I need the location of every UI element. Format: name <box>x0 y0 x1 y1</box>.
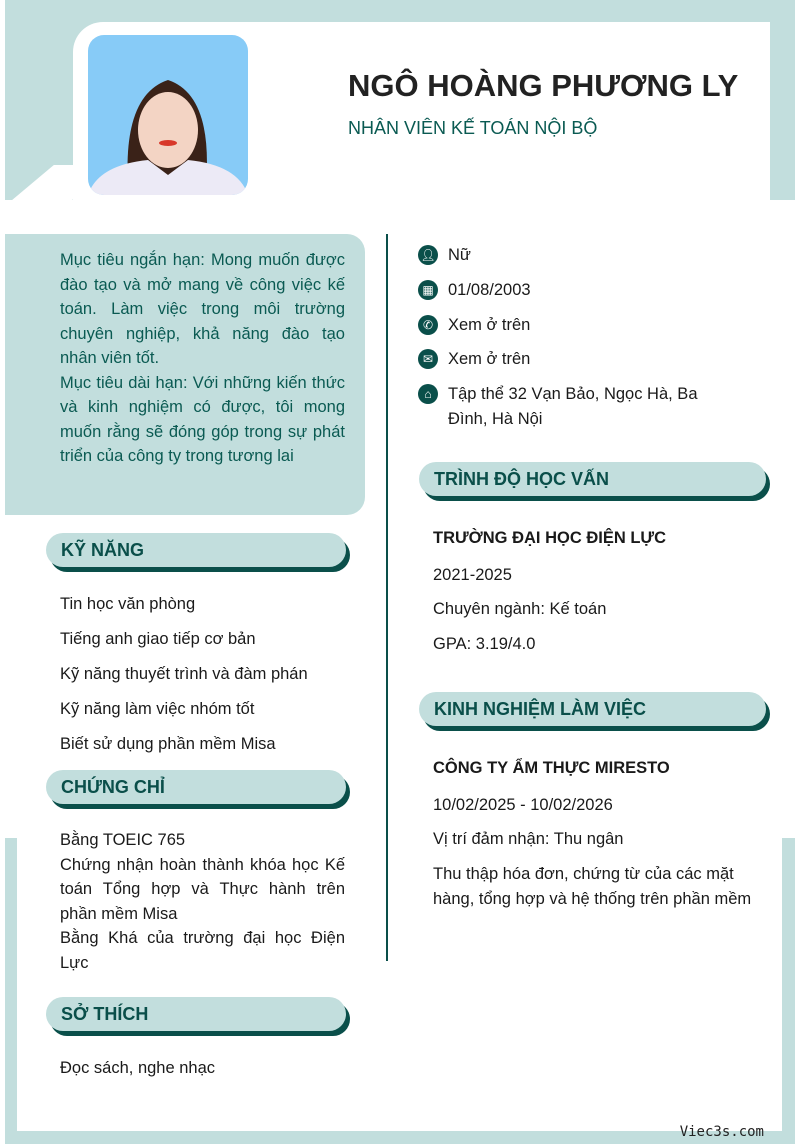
certs-list <box>60 828 345 975</box>
calendar-icon: ▦ <box>418 280 438 300</box>
home-icon: ⌂ <box>418 384 438 404</box>
skill-item: Kỹ năng thuyết trình và đàm phán <box>60 665 308 683</box>
dob-value: 01/08/2003 <box>448 281 531 299</box>
email-value: Xem ở trên <box>448 350 531 368</box>
education-major: Chuyên ngành: Kế toán <box>433 600 607 618</box>
candidate-name: NGÔ HOÀNG PHƯƠNG LY <box>348 68 739 103</box>
education-gpa: GPA: 3.19/4.0 <box>433 635 536 653</box>
user-icon: 👤︎ <box>418 245 438 265</box>
skills-list <box>60 592 308 757</box>
school-name: TRƯỜNG ĐẠI HỌC ĐIỆN LỰC <box>433 529 667 547</box>
gender-value: Nữ <box>448 246 471 264</box>
skill-item: Tiếng anh giao tiếp cơ bản <box>60 630 256 648</box>
profile-photo <box>88 35 248 195</box>
info-gender <box>418 243 471 268</box>
certs-heading: CHỨNG CHỈ <box>46 770 346 804</box>
info-dob <box>418 278 531 303</box>
experience-period: 10/02/2025 - 10/02/2026 <box>433 796 613 814</box>
objective-short: Mục tiêu ngắn hạn: Mong muốn được đào tạo và mở mang về công việc kế toán. Làm việc trong môi trường chuyên nghiệp, khả năng đào tạo nhân viên tốt. <box>60 251 345 367</box>
watermark: Viec3s.com <box>679 1124 764 1140</box>
hobbies-heading: SỞ THÍCH <box>46 997 346 1031</box>
phone-value: Xem ở trên <box>448 316 531 334</box>
cert-item: Bằng Khá của trường đại học Điện Lực <box>60 929 345 972</box>
company-name: CÔNG TY ẨM THỰC MIRESTO <box>433 759 670 777</box>
education-years: 2021-2025 <box>433 566 512 584</box>
objective-long: Mục tiêu dài hạn: Với những kiến thức và kinh nghiệm có được, tôi mong muốn rằng sẽ đóng góp trong sự phát triển của công ty trong tương lai <box>60 373 345 465</box>
career-objective <box>5 234 365 515</box>
hobbies-text: Đọc sách, nghe nhạc <box>60 1059 216 1077</box>
skills-heading: KỸ NĂNG <box>46 533 346 567</box>
address-value: Tập thể 32 Vạn Bảo, Ngọc Hà, Ba Đình, Hà Nội <box>448 385 698 428</box>
cert-item: Bằng TOEIC 765 <box>60 831 186 849</box>
experience-heading: KINH NGHIỆM LÀM VIỆC <box>419 692 766 726</box>
info-phone <box>418 313 530 338</box>
skill-item: Tin học văn phòng <box>60 595 196 613</box>
info-email <box>418 347 530 372</box>
column-divider <box>386 234 388 961</box>
experience-description: Thu thập hóa đơn, chứng từ của các mặt hàng, tổng hợp và hệ thống trên phần mềm <box>433 865 752 908</box>
skill-item: Biết sử dụng phần mềm Misa <box>60 735 276 753</box>
phone-icon: ✆ <box>418 315 438 335</box>
job-title: NHÂN VIÊN KẾ TOÁN NỘI BỘ <box>348 118 598 138</box>
experience-position: Vị trí đảm nhận: Thu ngân <box>433 830 624 848</box>
info-address <box>418 382 718 431</box>
skill-item: Kỹ năng làm việc nhóm tốt <box>60 700 255 718</box>
cert-item: Chứng nhận hoàn thành khóa học Kế toán Tổng hợp và Thực hành trên phần mềm Misa <box>60 855 345 923</box>
education-heading: TRÌNH ĐỘ HỌC VẤN <box>419 462 766 496</box>
envelope-icon: ✉ <box>418 349 438 369</box>
